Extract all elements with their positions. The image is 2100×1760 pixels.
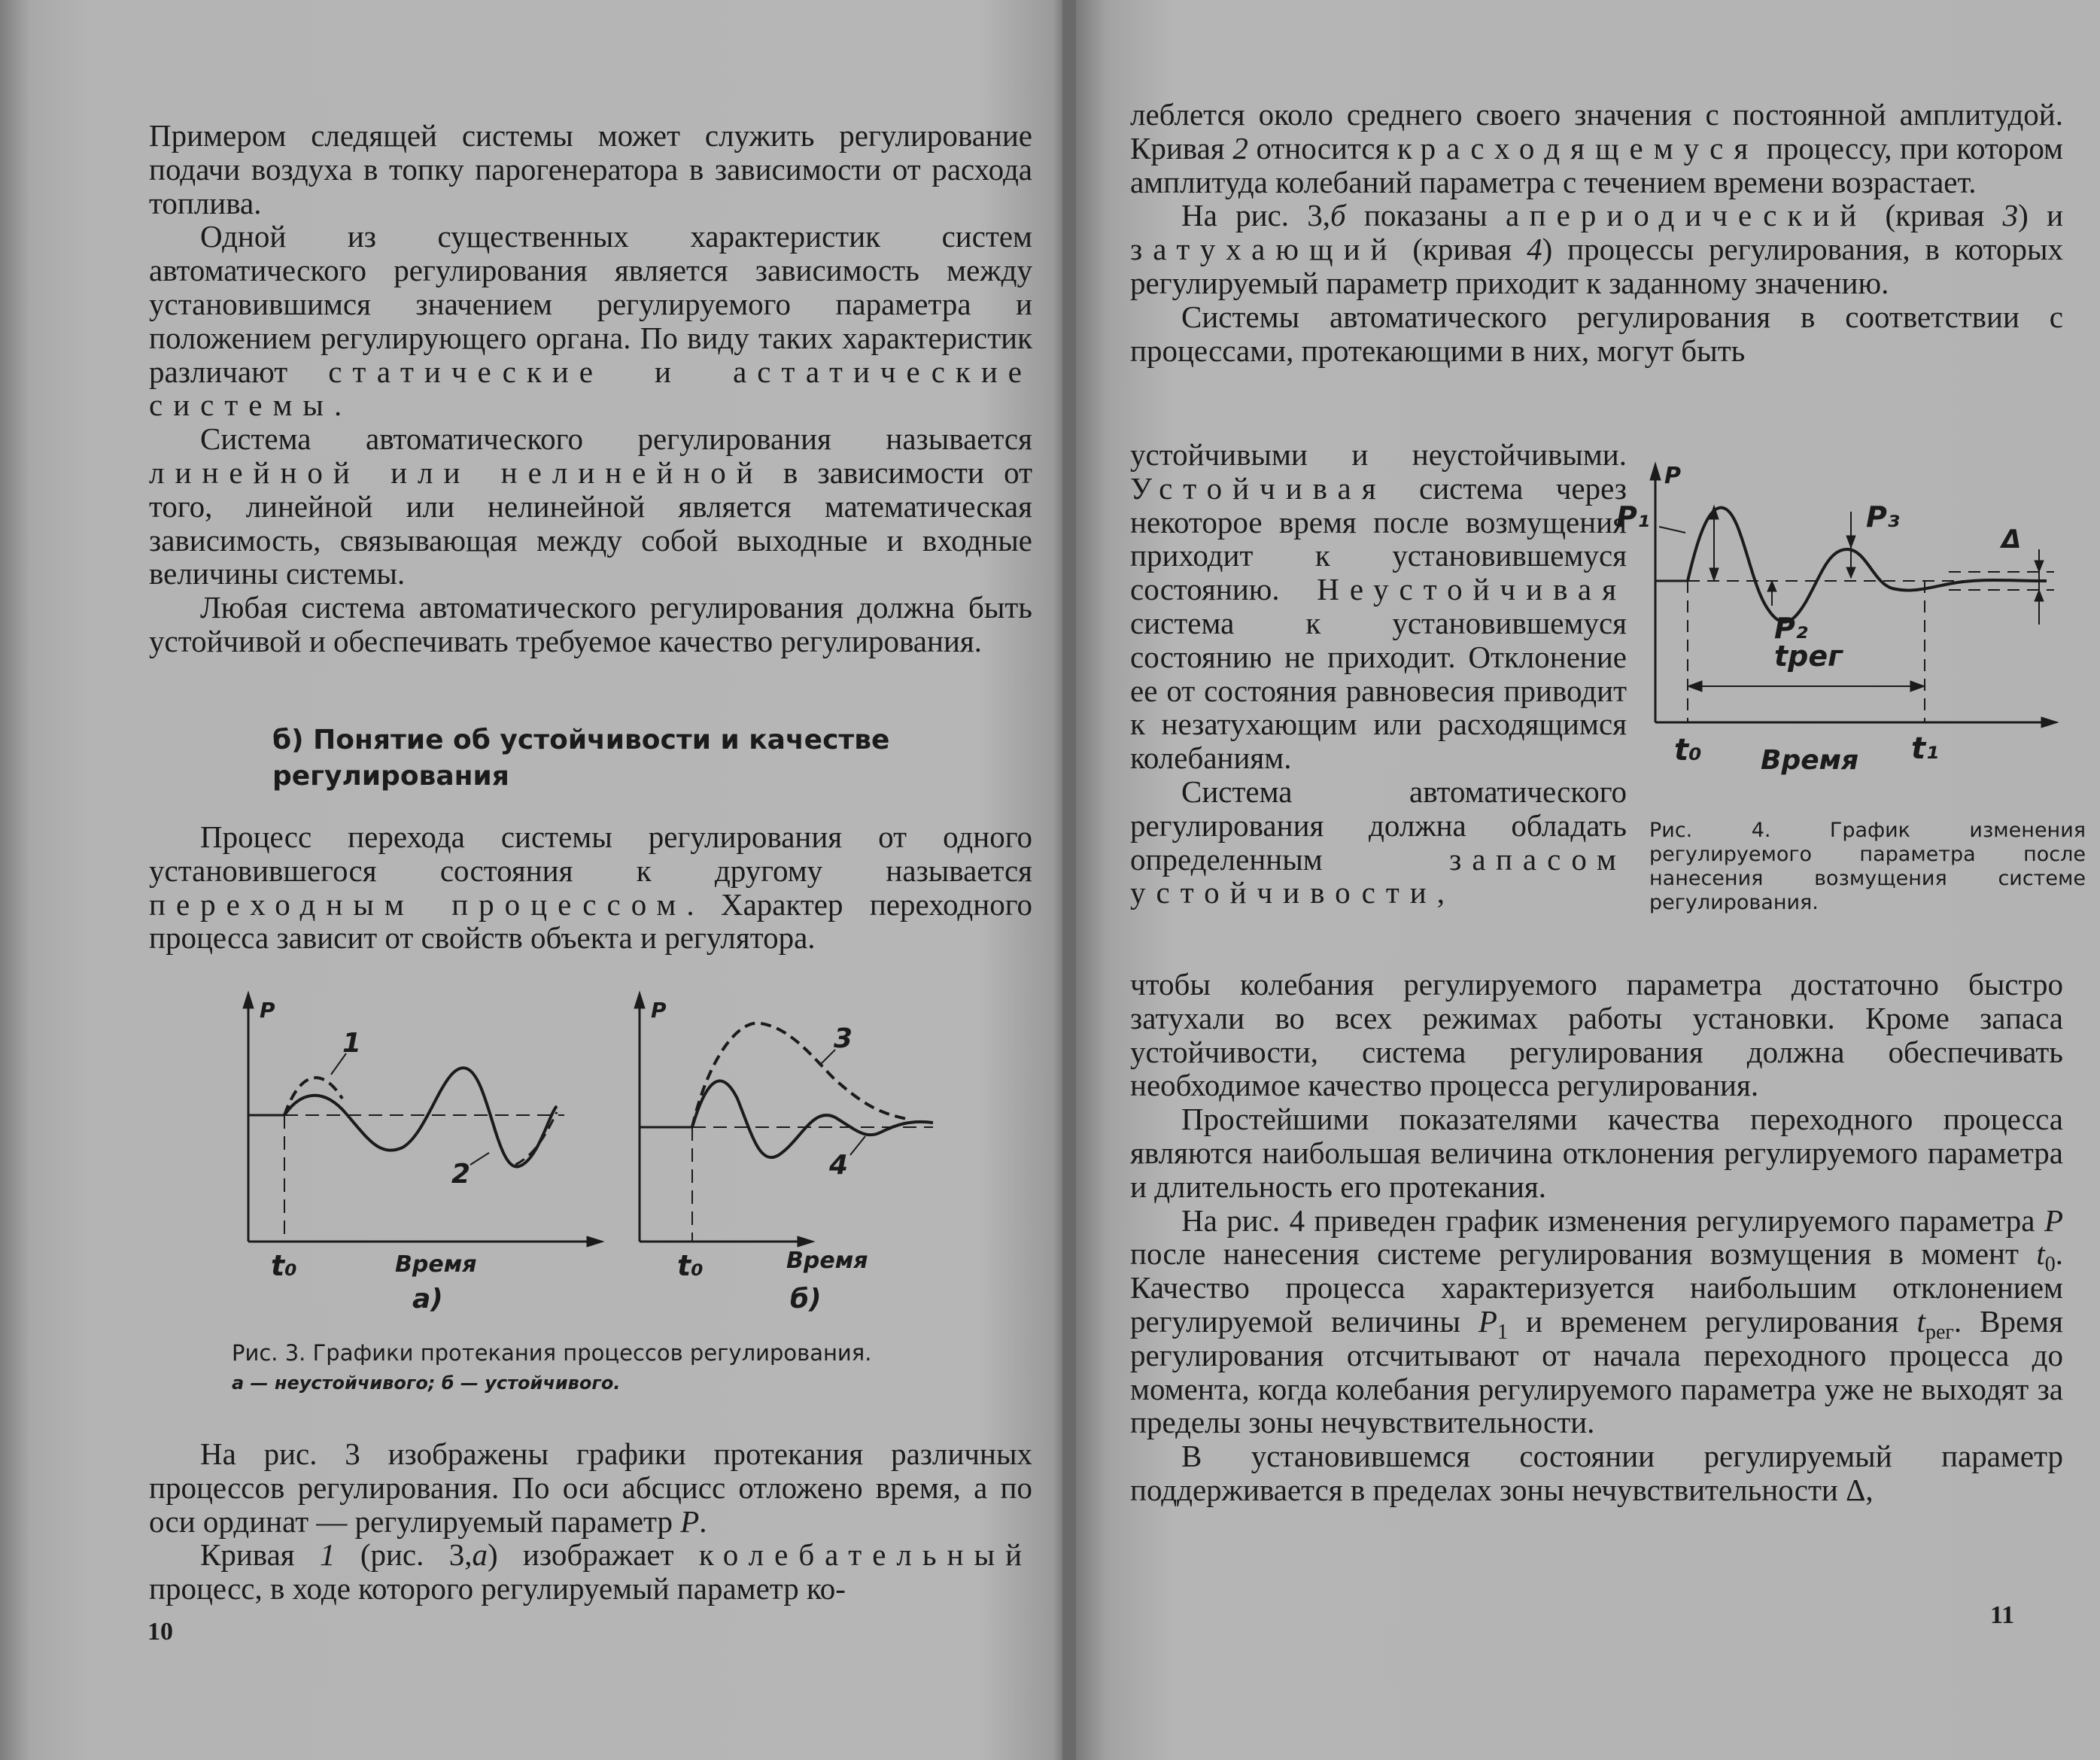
paragraph-stability: Любая система автоматического регулирования должна быть устойчивой и обеспечивать требуемое качество регулирования.	[149, 590, 1032, 658]
curve-4-leader	[850, 1136, 865, 1155]
paragraph-stable-unstable: устойчивыми и неустойчивыми. Устойчивая система через некоторое время после возмущения приходит к установившемуся состоянию. Неустойчивая система к установившемуся состоянию не приходит. Отклонение ее от состояния равновесия приводит к незатухающим или расходящимся колебаниям.	[1130, 437, 1627, 776]
paragraph-transition-process: Процесс перехода системы регулирования от одного установившегося состояния к другому называется переходным процессом. Характер переходного процесса зависит от свойств объекта и регулятора.	[149, 819, 1032, 956]
curve-2	[284, 1068, 557, 1166]
book-spine	[1062, 0, 1076, 1760]
treg-label: tрег	[1774, 640, 1843, 673]
time-label-b: Время	[786, 1248, 868, 1274]
subfigure-a-label: а)	[412, 1284, 443, 1315]
right-text-bottom	[1130, 968, 2063, 1507]
paragraph-aperiodic: На рис. 3,б показаны апериодический (кривая 3) и затухающий (кривая 4) процессы регулирования, в которых регулируемый параметр приходит к заданному значению.	[1130, 198, 2064, 300]
delta-arrow-up	[2035, 590, 2044, 601]
treg-arrow-left	[1688, 681, 1702, 692]
x-axis-arrow	[2041, 717, 2058, 728]
y-axis-arrow	[243, 992, 254, 1008]
t0-label-b: t₀	[677, 1249, 704, 1282]
figure-3a	[243, 992, 603, 1247]
paragraph-quality-indicators: Простейшими показателями качества переходного процесса являются наибольшая величина отклонения регулируемого параметра и длительность его протекания.	[1130, 1102, 2063, 1204]
p3-label: P₃	[1866, 500, 1900, 533]
subfigure-b-label: б)	[790, 1284, 822, 1315]
figure-3	[218, 986, 956, 1317]
p1-leader	[1659, 527, 1685, 533]
t0-label: t₀	[271, 1249, 297, 1282]
axis-p-label: P	[1664, 463, 1681, 489]
paragraph-stability-margin: Система автоматического регулирования должна обладать определенным запасом устойчивости,	[1130, 774, 1627, 910]
left-text-transition	[149, 820, 1032, 955]
page-number-right: 11	[1990, 1601, 2015, 1629]
p2-arrow-up	[1767, 581, 1776, 591]
y-axis-arrow	[1650, 463, 1661, 480]
t1-label: t₁	[1911, 731, 1939, 766]
y-axis-arrow	[634, 992, 645, 1008]
paragraph-static-astatic: Одной из существенных характеристик систем автоматического регулирования является зависимость между установившимся значением регулируемого параметра и положением регулирующего органа. По виду таких характеристик различают статические и астатические системы.	[149, 219, 1032, 423]
x-axis-arrow	[798, 1236, 814, 1247]
time-label: Время	[1761, 745, 1859, 776]
paragraph-curve-1: Кривая 1 (рис. 3,а) изображает колебательный процесс, в ходе которого регулируемый параметр ко-	[149, 1537, 1033, 1606]
paragraph-amplitude: леблется около среднего своего значения с постоянной амплитудой. Кривая 2 относится к расходящемуся процессу, при котором амплитуда колебаний параметра с течением времени возрастает.	[1130, 97, 2063, 199]
delta-label: Δ	[2001, 524, 2022, 555]
curve-3	[692, 1023, 910, 1127]
paragraph-stability-margin-cont: чтобы колебания регулируемого параметра достаточно быстро затухали во всех режимах работы установки. Кроме запаса устойчивости, система регулирования должна обеспечивать необходимое качество процесса регулирования.	[1130, 967, 2063, 1103]
curve-3-leader	[820, 1050, 835, 1065]
left-text-top	[149, 119, 1032, 658]
curve-4	[692, 1081, 933, 1157]
right-text-narrow	[1130, 438, 1627, 910]
figure-3-caption-title: Рис. 3. Графики протекания процессов регулирования.	[232, 1340, 872, 1366]
paragraph-dead-zone: В установившемся состоянии регулируемый параметр поддерживается в пределах зоны нечувствительности Δ,	[1130, 1439, 2063, 1507]
figure-4-caption: Рис. 4. График изменения регулируемого параметра после нанесения возмущения системе регулирования.	[1649, 819, 2086, 914]
curve-1-label: 1	[342, 1028, 362, 1059]
right-text-top	[1130, 98, 2063, 367]
curve-2-leader	[470, 1153, 489, 1165]
paragraph-linear: Система автоматического регулирования называется линейной или нелинейной в зависимости от того, линейной или нелинейной является математическая зависимость, связывающая между собой выходные и входные величины системы.	[149, 421, 1032, 591]
t0-label: t₀	[1674, 733, 1702, 768]
right-page	[1076, 0, 2100, 1760]
section-heading: б) Понятие об устойчивости и качестве регулирования	[272, 725, 890, 792]
figure-3b	[634, 992, 933, 1247]
axis-p-label-b: P	[651, 998, 667, 1023]
curve-4-label: 4	[829, 1150, 849, 1181]
p3-arrow-up	[1846, 567, 1855, 578]
figure-4	[1603, 451, 2084, 783]
x-axis-arrow	[587, 1236, 603, 1247]
paragraph-systems-intro: Системы автоматического регулирования в соответствии с процессами, протекающими в них, могут быть	[1130, 299, 2063, 368]
p3-arrow-down	[1846, 536, 1855, 548]
curve-3-label: 3	[834, 1023, 853, 1054]
axis-p-label: P	[260, 998, 275, 1023]
p1-arrow-down	[1709, 568, 1719, 581]
paragraph-servo-example: Примером следящей системы может служить регулирование подачи воздуха в топку парогенератора в зависимости от расхода топлива.	[149, 118, 1032, 220]
page-number-left: 10	[147, 1618, 173, 1646]
delta-arrow-down	[2035, 561, 2044, 572]
p1-label: P₁	[1616, 500, 1650, 533]
treg-arrow-right	[1910, 681, 1925, 692]
paragraph-fig4-description: На рис. 4 приведен график изменения регулируемого параметра P после нанесения системе регулирования возмущения в момент $t_0$. Качество процесса характеризуется наибольшим отклонением регулируемой величины $P_1$ и временем регулирования $t_{рег}$. Время регулирования отсчитывают от начала переходного процесса до момента, когда колебания регулируемого параметра уже не выходят за пределы зоны нечувствительности.	[1130, 1202, 2063, 1440]
figure-3-caption-sub: а — неустойчивого; б — устойчивого.	[232, 1372, 621, 1394]
figure-3-caption	[232, 1338, 954, 1398]
time-label: Время	[395, 1251, 477, 1278]
curve-2-label: 2	[451, 1159, 471, 1190]
p2-label: P₂	[1774, 612, 1808, 645]
left-text-bottom	[149, 1437, 1032, 1606]
paragraph-fig3-description: На рис. 3 изображены графики протекания различных процессов регулирования. По оси абсцисс отложено время, а по оси ординат — регулируемый параметр P.	[149, 1436, 1032, 1539]
